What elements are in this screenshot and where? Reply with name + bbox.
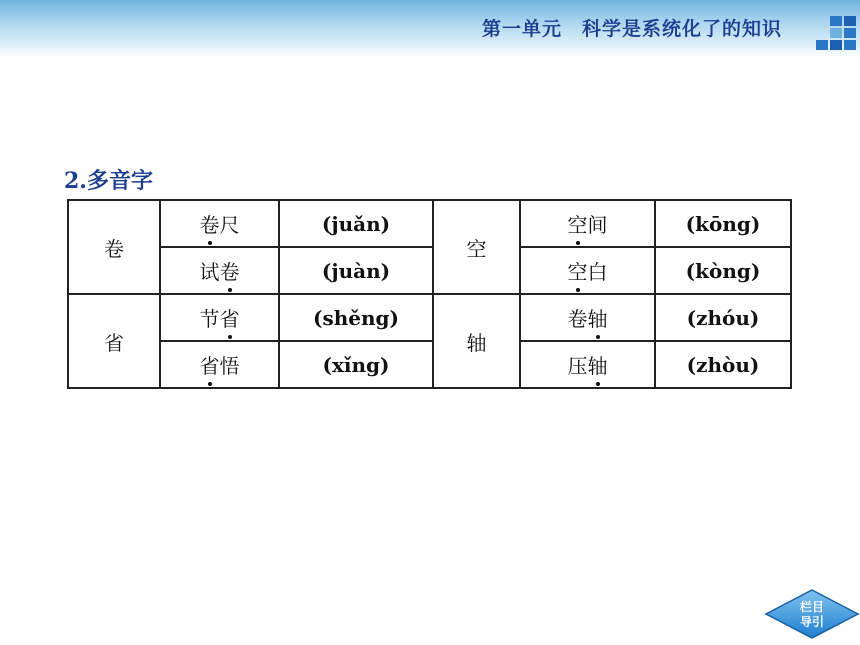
- example-word: 省悟: [160, 341, 279, 388]
- polyphone-char: 卷: [68, 200, 160, 294]
- example-word: 空白: [520, 247, 655, 294]
- example-word: 空间: [520, 200, 655, 247]
- table-row: [68, 294, 791, 341]
- dotted-char: 卷: [200, 209, 220, 238]
- section-title: 2.多音字: [64, 168, 153, 194]
- pinyin: (kōng): [655, 200, 791, 247]
- example-word: 卷尺: [160, 200, 279, 247]
- pinyin: (zhòu): [655, 341, 791, 388]
- dotted-char: 卷: [220, 256, 240, 285]
- table-row: [68, 341, 791, 388]
- pinyin: (kòng): [655, 247, 791, 294]
- example-word: 卷轴: [520, 294, 655, 341]
- logo-blocks-icon: [812, 16, 856, 50]
- pinyin: (juàn): [279, 247, 433, 294]
- table-row: [68, 200, 791, 247]
- dotted-char: 省: [220, 303, 240, 332]
- dotted-char: 空: [568, 209, 588, 238]
- dotted-char: 轴: [588, 350, 608, 379]
- nav-guide-button[interactable]: [764, 588, 860, 640]
- unit-title: 第一单元 科学是系统化了的知识: [481, 18, 782, 40]
- pinyin: (juǎn): [279, 200, 433, 247]
- nav-guide-label: 栏目 导引: [799, 600, 824, 629]
- dotted-char: 空: [568, 256, 588, 285]
- pinyin: (shěng): [279, 294, 433, 341]
- pinyin: (xǐng): [279, 341, 433, 388]
- example-word: 节省: [160, 294, 279, 341]
- dotted-char: 轴: [588, 303, 608, 332]
- polyphone-char: 轴: [433, 294, 520, 388]
- pinyin: (zhóu): [655, 294, 791, 341]
- example-word: 压轴: [520, 341, 655, 388]
- polyphonic-table: [67, 199, 792, 389]
- header-bar: [0, 0, 860, 58]
- dotted-char: 省: [200, 350, 220, 379]
- polyphone-char: 省: [68, 294, 160, 388]
- table-row: [68, 247, 791, 294]
- example-word: 试卷: [160, 247, 279, 294]
- polyphone-char: 空: [433, 200, 520, 294]
